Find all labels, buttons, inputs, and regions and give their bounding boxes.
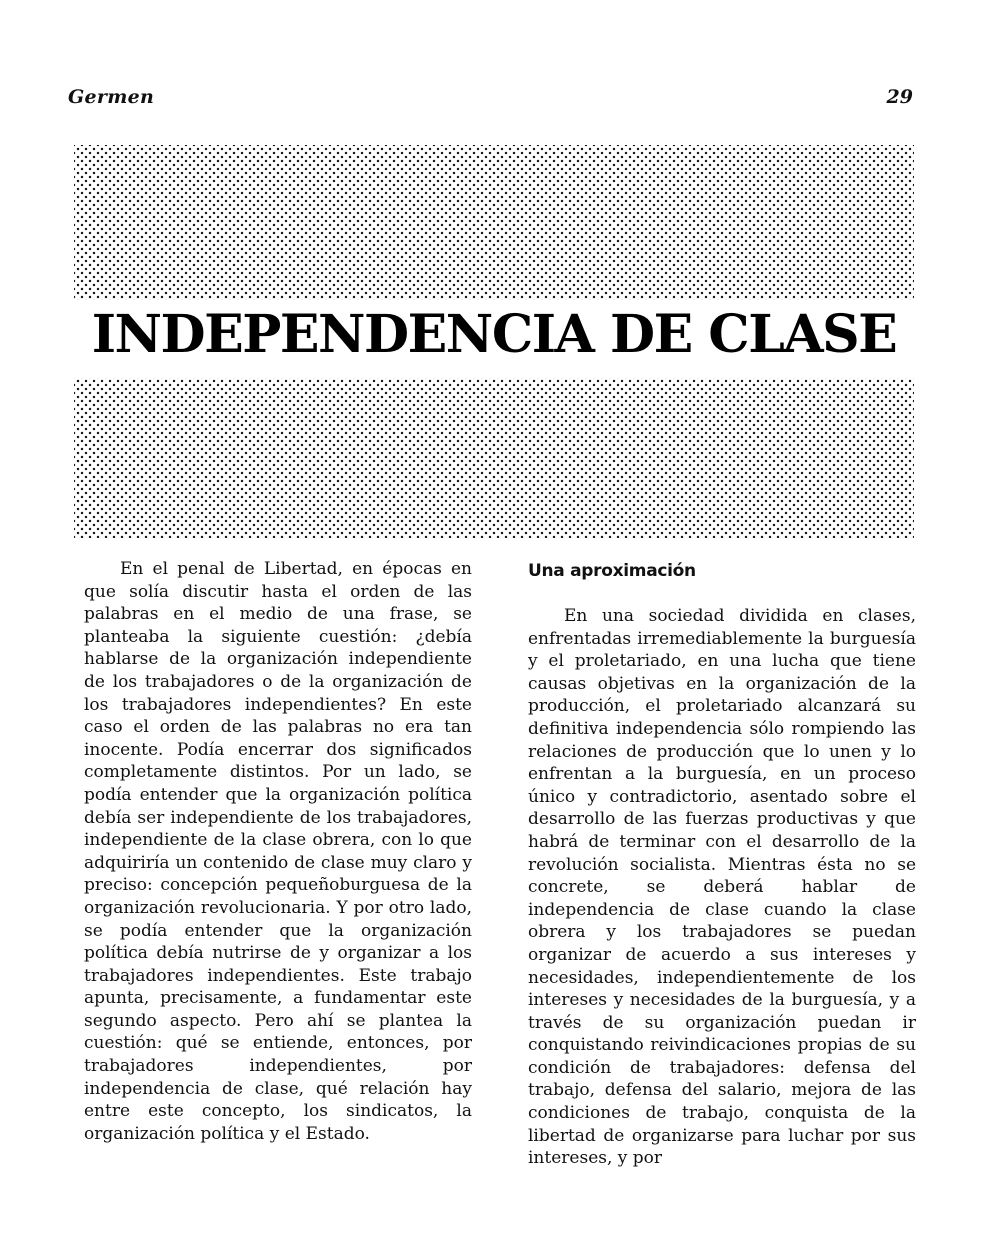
page-number: 29 xyxy=(886,86,913,108)
running-head: Germen xyxy=(68,86,155,108)
title-banner xyxy=(74,145,914,538)
article-title: INDEPENDENCIA DE CLASE xyxy=(91,304,897,365)
left-column xyxy=(84,558,472,1145)
section-heading: Una aproximación xyxy=(528,561,696,581)
body-paragraph: En una sociedad dividida en clases, enfrentadas irremediablemente la burguesía y el proletariado, en una lucha que tiene causas objetivas en la organización de la producción, el proletariado alcanzará su definitiva independencia sólo rompiendo las relaciones de producción que lo unen y lo enfrentan a la burguesía, en un proceso único y contradictorio, asentado sobre el desarrollo de las fuerzas productivas y que habrá de terminar con el desarrollo de la revolución socialista. Mientras ésta no se concrete, se deberá hablar de independencia de clase cuando la clase obrera y los trabajadores se puedan organizar de acuerdo a sus intereses y necesidades, independientemente de los intereses y necesidades de la burguesía, y a través de su organización puedan ir conquistando reivindicaciones propias de su condición de trabajadores: defensa del trabajo, defensa del salario, mejora de las condiciones de trabajo, conquista de la libertad de organizarse para luchar por sus intereses, y por xyxy=(528,606,916,1169)
body-paragraph: En el penal de Libertad, en épocas en que solía discutir hasta el orden de las palabras en el medio de una frase, se planteaba la siguiente cuestión: ¿debía hablarse de la organización independiente de los trabajadores o de la organización de los trabajadores independientes? En este caso el orden de las palabras no era tan inocente. Podía encerrar dos significados completamente distintos. Por un lado, se podía entender que la organización política debía ser independiente de los trabajadores, independiente de la clase obrera, con lo que adquiriría un contenido de clase muy claro y preciso: concepción pequeñoburguesa de la organización revolucionaria. Y por otro lado, se podía entender que la organización política debía nutrirse de y organizar a los trabajadores independientes. Este trabajo apunta, precisamente, a fundamentar este segundo aspecto. Pero ahí se plantea la cuestión: qué se entiende, entonces, por trabajadores independientes, por independencia de clase, qué relación hay entre este concepto, los sindicatos, la organización política y el Estado. xyxy=(84,559,472,1144)
right-column xyxy=(528,558,916,1170)
